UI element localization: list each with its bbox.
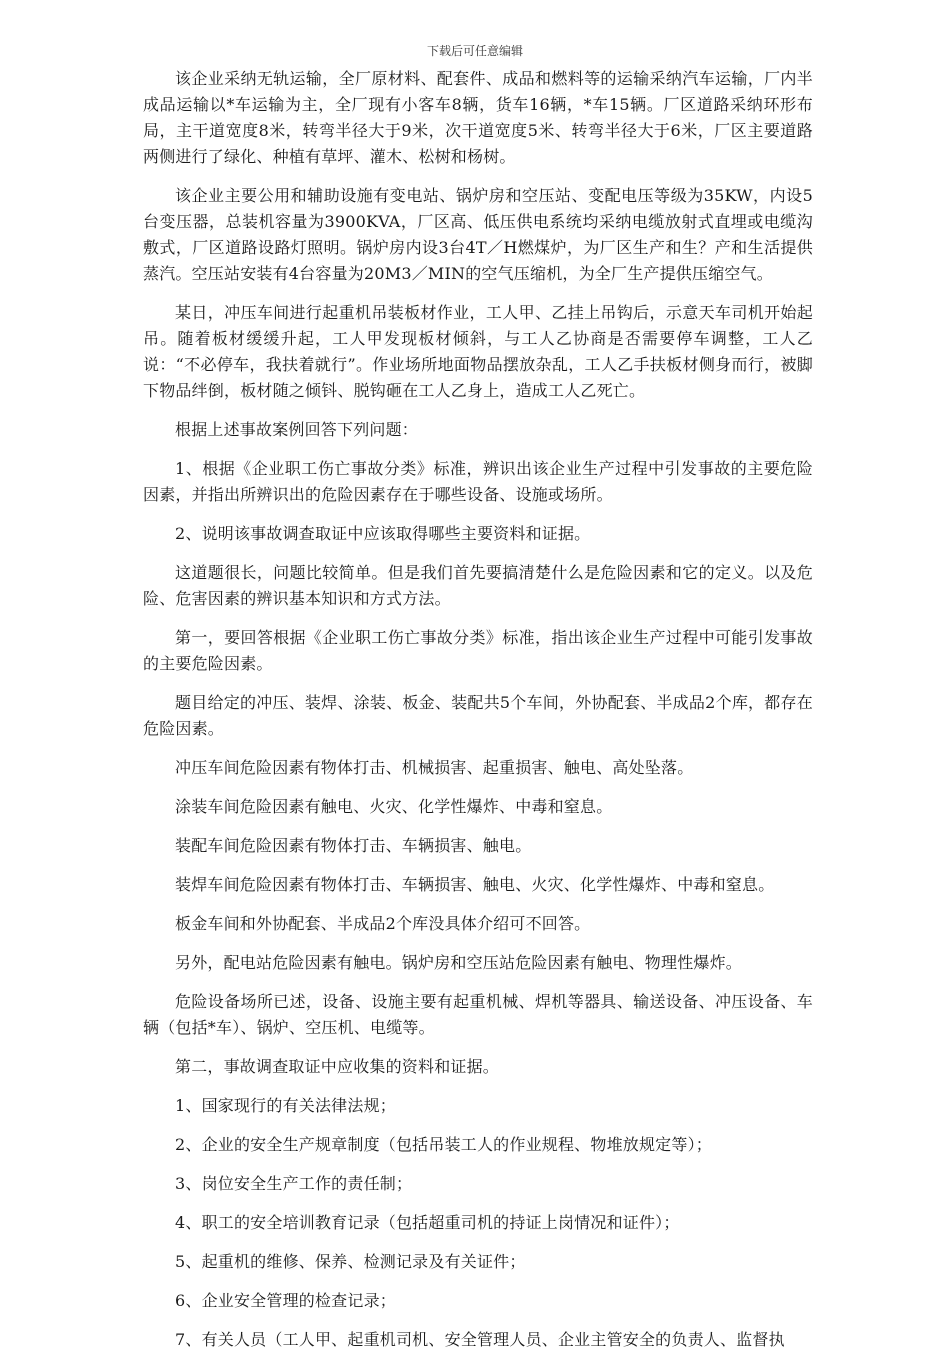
paragraph: 板金车间和外协配套、半成品2个库没具体介绍可不回答。 [175,914,591,933]
document-body [143,66,813,1366]
paragraph: 涂装车间危险因素有触电、火灾、化学性爆炸、中毒和窒息。 [175,797,613,816]
paragraph: 危险设备场所已述，设备、设施主要有起重机械、焊机等器具、输送设备、冲压设备、车辆（包括*车）、锅炉、空压机、电缆等。 [143,992,813,1037]
paragraph: 该企业采纳无轨运输，全厂原材料、配套件、成品和燃料等的运输采纳汽车运输，厂内半成品运输以*车运输为主，全厂现有小客车8辆，货车16辆，*车15辆。厂区道路采纳环形布局，主干道宽度8米，转弯半径大于9米，次干道宽度5米、转弯半径大于6米，厂区主要道路两侧进行了绿化、种植有草坪、灌木、松树和杨树。 [143,69,813,166]
paragraph: 6、企业安全管理的检查记录； [175,1291,396,1310]
paragraph: 题目给定的冲压、装焊、涂装、板金、装配共5个车间，外协配套、半成品2个库，都存在危险因素。 [143,693,813,738]
paragraph: 4、职工的安全培训教育记录（包括超重司机的持证上岗情况和证件）； [175,1213,680,1232]
paragraph: 第二，事故调查取证中应收集的资料和证据。 [175,1057,500,1076]
paragraph: 1、国家现行的有关法律法规； [175,1096,396,1115]
paragraph: 这道题很长，问题比较简单。但是我们首先要搞清楚什么是危险因素和它的定义。以及危险、危害因素的辨识基本知识和方式方法。 [143,563,813,608]
paragraph: 根据上述事故案例回答下列问题： [175,420,419,439]
page-header-note: 下载后可任意编辑 [426,44,523,58]
paragraph: 装配车间危险因素有物体打击、车辆损害、触电。 [175,836,532,855]
paragraph: 1、根据《企业职工伤亡事故分类》标准，辨识出该企业生产过程中引发事故的主要危险因素，并指出所辨识出的危险因素存在于哪些设备、设施或场所。 [143,459,813,504]
paragraph: 冲压车间危险因素有物体打击、机械损害、起重损害、触电、高处坠落。 [175,758,694,777]
paragraph: 5、起重机的维修、保养、检测记录及有关证件； [175,1252,526,1271]
paragraph: 7、有关人员（工人甲、起重机司机、安全管理人员、企业主管安全的负责人、监督执 [175,1330,785,1349]
paragraph: 另外，配电站危险因素有触电。锅炉房和空压站危险因素有触电、物理性爆炸。 [175,953,743,972]
paragraph: 3、岗位安全生产工作的责任制； [175,1174,413,1193]
paragraph: 第一，要回答根据《企业职工伤亡事故分类》标准，指出该企业生产过程中可能引发事故的主要危险因素。 [143,628,813,673]
paragraph: 装焊车间危险因素有物体打击、车辆损害、触电、火灾、化学性爆炸、中毒和窒息。 [175,875,775,894]
paragraph: 2、企业的安全生产规章制度（包括吊装工人的作业规程、物堆放规定等）； [175,1135,712,1154]
paragraph: 2、说明该事故调查取证中应该取得哪些主要资料和证据。 [175,524,591,543]
paragraph: 该企业主要公用和辅助设施有变电站、锅炉房和空压站、变配电压等级为35KW，内设5台变压器，总装机容量为3900KVA，厂区高、低压供电系统均采纳电缆放射式直埋或电缆沟敷式，厂区道路设路灯照明。锅炉房内设3台4T／H燃煤炉，为厂区生产和生？产和生活提供蒸汽。空压站安装有4台容量为20M3／MIN的空气压缩机，为全厂生产提供压缩空气。 [143,186,813,283]
paragraph: 某日，冲压车间进行起重机吊装板材作业，工人甲、乙挂上吊钩后，示意天车司机开始起吊。随着板材缓缓升起，工人甲发现板材倾斜，与工人乙协商是否需要停车调整，工人乙说：“不必停车，我扶着就行”。作业场所地面物品摆放杂乱，工人乙手扶板材侧身而行，被脚下物品绊倒，板材随之倾钭、脱钩砸在工人乙身上，造成工人乙死亡。 [143,303,813,400]
